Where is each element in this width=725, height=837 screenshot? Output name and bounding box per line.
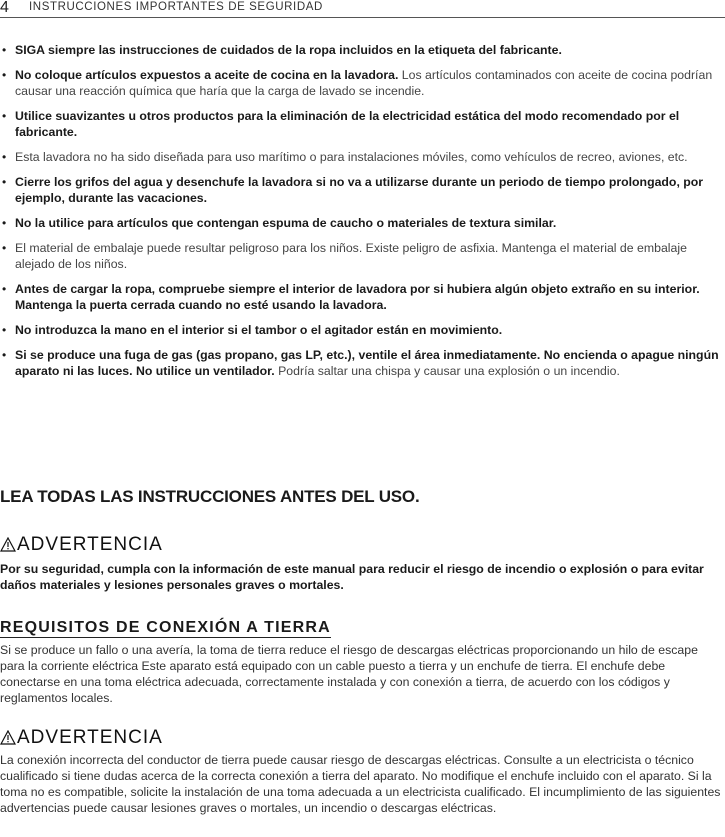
bullet-bold-text: Cierre los grifos del agua y desenchufe la lavadora si no va a utilizarse durante un periodo de tiempo prolongado, por ejemplo, durante las vacaciones. xyxy=(15,175,704,205)
bullet-regular-text: Podría saltar una chispa y causar una explosión o un incendio. xyxy=(274,364,620,378)
bullet-bold-text: Utilice suavizantes u otros productos para la eliminación de la electricidad estática del modo recomendado por el fabricante. xyxy=(15,109,680,139)
bullet-bold-text: SIGA siempre las instrucciones de cuidados de la ropa incluidos en la etiqueta del fabricante. xyxy=(15,43,562,57)
list-item xyxy=(0,215,725,231)
list-item xyxy=(0,174,725,206)
header-title: INSTRUCCIONES IMPORTANTES DE SEGURIDAD xyxy=(29,1,323,13)
list-item xyxy=(0,240,725,272)
page-number: 4 xyxy=(0,0,9,16)
list-item xyxy=(0,67,725,99)
read-all-heading: LEA TODAS LAS INSTRUCCIONES ANTES DEL USO. xyxy=(0,487,420,506)
bullet-bold-text: No introduzca la mano en el interior si el tambor o el agitador están en movimiento. xyxy=(15,323,503,337)
list-item xyxy=(0,42,725,58)
bullet-regular-text: El material de embalaje puede resultar peligroso para los niños. Existe peligro de asfixia. Mantenga el material de embalaje alejado de los niños. xyxy=(15,241,687,271)
warning-label: ADVERTENCIA xyxy=(17,534,163,555)
bullet-bold-text: Si se produce una fuga de gas (gas propano, gas LP, etc.), ventile el área inmediatamente. No encienda o apague ningún aparato ni las luces. No utilice un ventilador. xyxy=(15,348,719,378)
list-item xyxy=(0,108,725,140)
bullet-bold-text: Antes de cargar la ropa, compruebe siempre el interior de lavadora por si hubiera algún objeto extraño en su interior. Mantenga la puerta cerrada cuando no esté usando la lavadora. xyxy=(15,282,700,312)
bullet-regular-text: Los artículos contaminados con aceite de cocina podrían causar una reacción química que haría que la carga de lavado se incendie. xyxy=(15,68,713,98)
bullet-bold-text: No la utilice para artículos que contengan espuma de caucho o materiales de textura similar. xyxy=(15,216,557,230)
list-item xyxy=(0,149,725,165)
grounding-title: REQUISITOS DE CONEXIÓN A TIERRA xyxy=(0,619,331,636)
bullet-bold-text: No coloque artículos expuestos a aceite de cocina en la lavadora. xyxy=(15,68,399,82)
warning-heading xyxy=(0,727,163,751)
page-header xyxy=(0,0,725,18)
warning-triangle-icon xyxy=(0,729,16,751)
list-item xyxy=(0,281,725,313)
list-item xyxy=(0,322,725,338)
grounding-paragraph: Si se produce un fallo o una avería, la toma de tierra reduce el riesgo de descargas eléctricas proporcionando un hilo de escape para la corriente eléctrica Este aparato está equipado con un cable puesto a tierra y un enchufe de tierra. El enchufe debe conectarse en una toma eléctrica adecuada, correctamente instalada y con conexión a tierra, de acuerdo con los códigos y reglamentos locales. xyxy=(0,643,698,705)
bullet-regular-text: Esta lavadora no ha sido diseñada para uso marítimo o para instalaciones móviles, como vehículos de recreo, aviones, etc. xyxy=(15,150,688,164)
warning-triangle-icon xyxy=(0,536,16,558)
warning-paragraph: La conexión incorrecta del conductor de tierra puede causar riesgo de descargas eléctricas. Consulte a un electricista o técnico cualificado si tiene dudas acerca de la correcta conexión a tierra del aparato. No modifique el enchufe incluido con el aparato. Si la toma no es compatible, solicite la instalación de una toma adecuada a un electricista cualificado. El incumplimiento de las siguientes advertencias puede causar lesiones graves o mortales, un incendio o descargas eléctricas. xyxy=(0,753,721,815)
safety-bullet-list xyxy=(0,42,725,388)
list-item xyxy=(0,347,725,379)
warning-label: ADVERTENCIA xyxy=(17,727,163,748)
warning-text: Por su seguridad, cumpla con la información de este manual para reducir el riesgo de incendio o explosión o para evitar daños materiales y lesiones personales graves o mortales. xyxy=(0,562,704,592)
warning-heading xyxy=(0,534,163,558)
